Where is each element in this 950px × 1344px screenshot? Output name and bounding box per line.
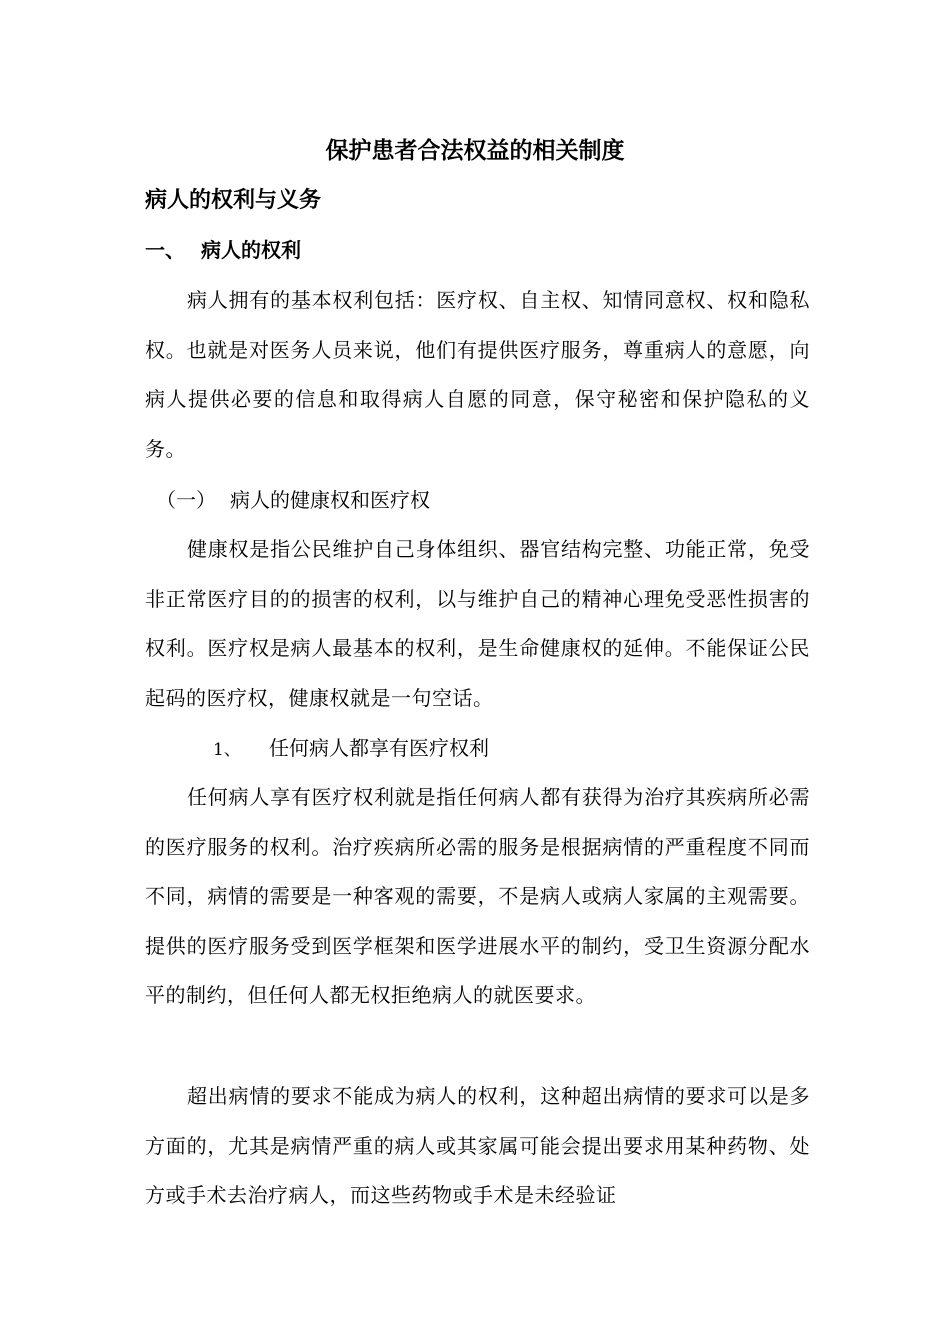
subheading-health-right — [156, 483, 430, 517]
paragraph-medical-right: 任何病人享有医疗权利就是指任何病人都有获得为治疗其疾病所必需的医疗服务的权利。治疗疾病所必需的服务是根据病情的严重程度不同而不同，病情的需要是一种客观的需要，不是病人或病人家属的主观需要。提供的医疗服务受到医学框架和医学进展水平的制约，受卫生资源分配水平的制约，但任何人都无权拒绝病人的就医要求。 — [145, 785, 810, 1007]
section-title: 病人的权利与义务 — [145, 188, 322, 213]
paragraph-health-right: 健康权是指公民维护自己身体组织、器官结构完整、功能正常，免受非正常医疗目的的损害的权利，以与维护自己的精神心理免受恶性损害的权利。医疗权是病人最基本的权利，是生命健康权的延伸。不能保证公民起码的医疗权，健康权就是一句空话。 — [145, 537, 810, 710]
paragraph-excess-demand: 超出病情的要求不能成为病人的权利，这种超出病情的要求可以是多方面的，尤其是病情严重的病人或其家属可能会提出要求用某种药物、处方或手术去治疗病人，而这些药物或手术是未经验证 — [145, 1084, 810, 1207]
subheading-text: 病人的健康权和医疗权 — [230, 488, 430, 512]
subheading-text: 任何病人都享有医疗权利 — [269, 736, 489, 760]
paragraph-basic-rights: 病人拥有的基本权利包括：医疗权、自主权、知情同意权、权和隐私权。也就是对医务人员来说，他们有提供医疗服务，尊重病人的意愿，向病人提供必要的信息和取得病人自愿的同意，保守秘密和保护隐私的义务。 — [145, 288, 810, 461]
document-title: 保护患者合法权益的相关制度 — [325, 138, 625, 164]
heading-number: 一、 — [145, 238, 185, 262]
heading-patient-rights — [145, 233, 301, 267]
subheading-medical-right — [213, 731, 489, 767]
subheading-number: （一） — [156, 488, 216, 512]
heading-text: 病人的权利 — [201, 238, 301, 262]
subheading-number: 1、 — [213, 740, 241, 760]
